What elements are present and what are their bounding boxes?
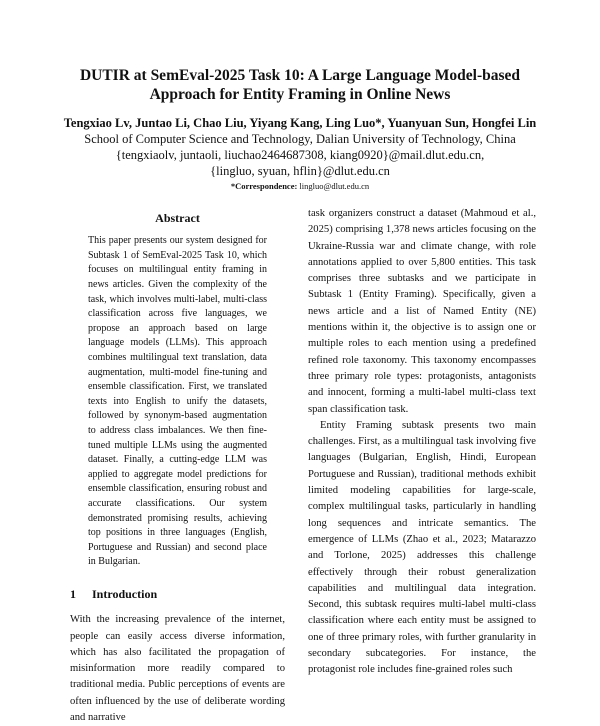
author-block [40, 115, 560, 193]
paper-title [40, 66, 560, 104]
right-paragraph-1: task organizers construct a dataset (Mahmoud et al., 2025) comprising 1,378 news articles focusing on the Ukraine-Russia war and climate change, with role annotations applied to over 5,800 entities. This task comprises three subtasks and we participate in Subtask 1 (Entity Framing). Specifically, given a news article and a list of Named Entity (NE) mentions within it, the objective is to assign one or multiple roles to each mention using a predefined refined role taxonomy. This taxonomy encompasses three primary role types: protagonists, antagonists and innocent, forming a multi-label multi-class text span classification task. [308, 208, 536, 415]
introduction-text: With the increasing prevalence of the internet, people can easily access diverse information, which has also facilitated the propagation of misinformation more readily compared to traditional media. Public perceptions of events are often influenced by the use of deliberate wording and narrative [70, 614, 285, 724]
correspondence-line [40, 179, 560, 193]
right-paragraph-2: Entity Framing subtask presents two main challenges. First, as a multilingual task involving five languages (Bulgarian, English, Hindi, European Portuguese and Russian), traditional methods exhibit limited modeling capabilities for large-scale, complex multilingual tasks, particularly in handling long sequences and intricate semantics. The emergence of LLMs (Zhao et al., 2023; Matarazzo and Torlone, 2025) addresses this challenge effectively through their robust generalization capabilities and multilingual data integration. Second, this subtask requires multi-label multi-class classification where each entity must be assigned to one of three primary roles, with further granularity in secondary subcategories. For instance, the protagonist role includes fine-grained roles such [308, 419, 536, 676]
correspondence-label: *Correspondence: [230, 181, 298, 191]
title-line-1: DUTIR at SemEval-2025 Task 10: A Large Language Model-based [79, 67, 521, 84]
affiliation: School of Computer Science and Technology, Dalian University of Technology, China [84, 132, 516, 146]
title-line-2: Approach for Entity Framing in Online News [149, 86, 451, 103]
abstract-heading: Abstract [155, 211, 200, 225]
correspondence-email[interactable]: lingluo@dlut.edu.cn [299, 181, 370, 191]
abstract-text: This paper presents our system designed for Subtask 1 of SemEval-2025 Task 10, which focuses on multilingual entity framing in news articles. Given the complexity of the task, which involves multi-label, multi-class classification across five languages, we propose an approach based on large language models (LLMs). This approach combines multilingual text translation, data augmentation, multi-model fine-tuning and ensemble classification. First, we translated texts into English to unify the datasets, followed by synonym-based augmentation to address class imbalances. We then fine-tuned multiple LLMs using the augmented dataset. Finally, a cutting-edge LLM was applied to aggregate model predictions for ensemble classification, ensuring robust and accurate classifications. Our system demonstrated promising results, achieving top positions in three languages (English, Portuguese and Russian) and second place in Bulgarian. [88, 235, 267, 568]
email-line-2[interactable]: {lingluo, syuan, hflin}@dlut.edu.cn [210, 164, 390, 178]
section-number: 1 [70, 586, 76, 601]
left-column [70, 210, 285, 726]
section-title: Introduction [92, 586, 158, 601]
email-line-1[interactable]: {tengxiaolv, juntaoli, liuchao2464687308, kiang0920}@mail.dlut.edu.cn, [115, 148, 485, 162]
author-names: Tengxiao Lv, Juntao Li, Chao Liu, Yiyang Kang, Ling Luo*, Yuanyuan Sun, Hongfei Lin [63, 116, 537, 130]
right-column [308, 206, 536, 679]
